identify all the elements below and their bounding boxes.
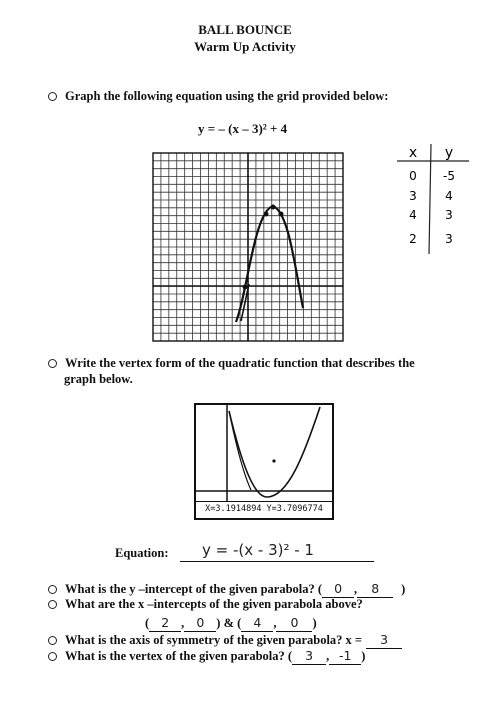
question-vertex [48, 648, 365, 665]
paren-close: ) [216, 616, 221, 630]
equation-label: Equation: [115, 546, 169, 560]
table-cell: 4 [445, 189, 453, 203]
bullet-icon [48, 359, 57, 368]
answer-y-intercept-x: 0 [334, 581, 343, 596]
question-separator: , [354, 582, 358, 596]
worksheet-subtitle: Warm Up Activity [194, 39, 296, 54]
question-axis-of-symmetry [48, 632, 402, 649]
task2-instruction-line1: Write the vertex form of the quadratic function that describes the [65, 356, 415, 370]
answer-x-intercept1-y: 0 [196, 615, 205, 630]
equation-answer-line [180, 541, 374, 562]
question-separator: , [181, 616, 185, 630]
table-header-x: x [408, 145, 418, 161]
table-cell: 2 [409, 232, 417, 246]
answer-x-intercepts [145, 615, 317, 632]
answer-vertex-x: 3 [305, 648, 314, 663]
paren-close: ) [312, 616, 317, 630]
plotted-point [279, 212, 284, 217]
table-cell: 3 [445, 232, 453, 246]
answer-x-intercept2-x: 4 [253, 615, 262, 630]
question-x-intercepts-text: What are the x –intercepts of the given parabola above? [65, 597, 363, 611]
table-cell: 4 [409, 208, 417, 222]
answer-x-intercept1-x: 2 [161, 615, 170, 630]
question-vertex-text: What is the vertex of the given parabola? ( [65, 649, 293, 663]
worksheet-title: BALL BOUNCE [198, 22, 292, 37]
question-separator: , [273, 616, 277, 630]
calculator-screen [194, 403, 334, 520]
answer-vertex-y: -1 [338, 648, 352, 663]
question-y-intercept [48, 581, 405, 598]
paren-open: ( [237, 616, 242, 630]
bullet-icon [48, 92, 57, 101]
task1-equation: y = – (x – 3)² + 4 [198, 121, 288, 136]
question-close-paren: ) [361, 649, 366, 663]
question-separator: , [326, 649, 330, 663]
task2-instruction [48, 356, 415, 371]
answer-y-intercept-y: 8 [371, 581, 380, 596]
question-axis-text: What is the axis of symmetry of the given parabola? x = [65, 633, 363, 647]
plotted-point [243, 285, 248, 290]
table-cell: 3 [409, 189, 417, 203]
table-cell: 0 [409, 169, 417, 183]
trace-cursor [272, 459, 275, 462]
answer-axis-of-symmetry: 3 [380, 632, 389, 647]
table-cell: -5 [443, 169, 455, 183]
question-y-intercept-text: What is the y –intercept of the given parabola? ( [65, 582, 323, 596]
plotted-point [271, 205, 276, 210]
task2-instruction-line2: graph below. [64, 372, 133, 386]
calc-parabola [229, 407, 320, 497]
bullet-icon [48, 585, 57, 594]
paren-open: ( [145, 616, 150, 630]
bullet-icon [48, 652, 57, 661]
bullet-icon [48, 600, 57, 609]
table-cell: 3 [445, 208, 453, 222]
ampersand: & [223, 616, 235, 630]
bullet-icon [48, 636, 57, 645]
answer-x-intercept2-y: 0 [290, 615, 299, 630]
table-header-y: y [444, 145, 454, 161]
plotted-point [264, 212, 269, 217]
xy-table [393, 142, 473, 260]
question-x-intercepts [48, 597, 363, 612]
task1-instruction [48, 89, 388, 104]
equation-answer: y = -(x - 3)² - 1 [202, 541, 314, 559]
graph-grid [150, 150, 346, 344]
question-close-paren: ) [401, 582, 406, 596]
task1-instruction-text: Graph the following equation using the grid provided below: [65, 89, 389, 103]
calculator-readout: X=3.1914894 Y=3.7096774 [196, 501, 332, 518]
